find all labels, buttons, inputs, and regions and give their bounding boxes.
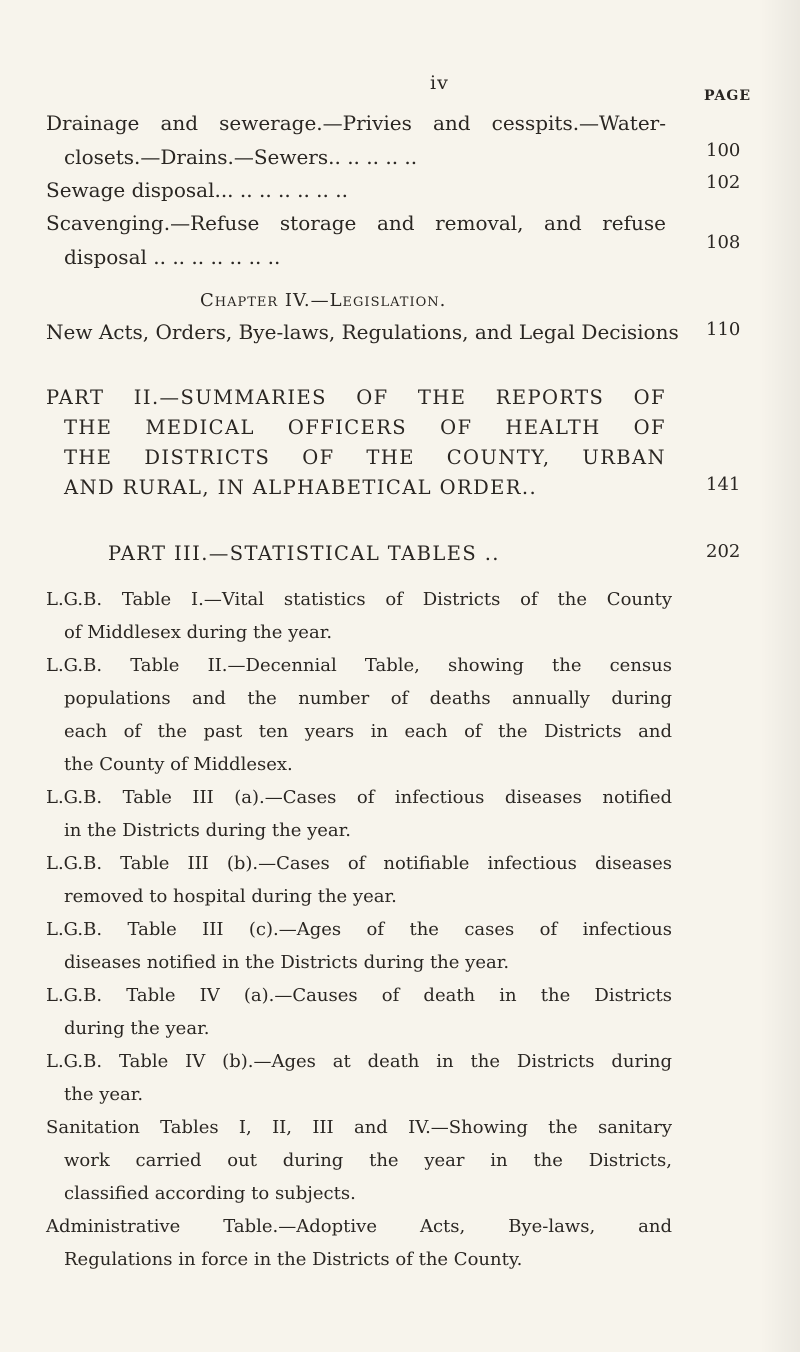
table-entry-2: L.G.B. Table II.—Decennial Table, showing the census populations and the number of deaths annually during each of the past ten years in each of the Districts and the County of Middlesex. (46, 655, 672, 775)
page-folio: iv (430, 72, 449, 94)
page-column-label: PAGE (704, 88, 751, 104)
table-entry-9: Administrative Table.—Adoptive Acts, Bye-laws, and Regulations in force in the Districts of the County. (46, 1216, 672, 1270)
chapter-heading: Chapter IV.—Legislation. (200, 290, 447, 311)
toc-page-part2: 141 (706, 474, 741, 495)
part2-line-2: THE MEDICAL OFFICERS OF HEALTH OF (64, 416, 666, 439)
part2-line-1: PART II.—SUMMARIES OF THE REPORTS OF (46, 386, 666, 409)
toc-page-legislation: 110 (706, 319, 741, 340)
part2-line-4: AND RURAL, IN ALPHABETICAL ORDER.. (64, 476, 538, 499)
table-entry-4: L.G.B. Table III (b).—Cases of notifiable infectious diseases removed to hospital during the year. (46, 853, 672, 907)
part2-line-3: THE DISTRICTS OF THE COUNTY, URBAN (64, 446, 666, 469)
toc-page-sewage: 102 (706, 172, 741, 193)
part3-heading: PART III.—STATISTICAL TABLES .. (108, 542, 500, 565)
toc-page-drainage: 100 (706, 140, 741, 161)
table-entry-6: L.G.B. Table IV (a).—Causes of death in the Districts during the year. (46, 985, 672, 1039)
table-entry-1: L.G.B. Table I.—Vital statistics of Districts of the County of Middlesex during the year. (46, 589, 672, 643)
toc-entry-scavenging-line-1: Scavenging.—Refuse storage and removal, and refuse (46, 211, 666, 235)
toc-entry-legislation: New Acts, Orders, Bye-laws, Regulations, and Legal Decisions (46, 320, 679, 344)
toc-page-part3: 202 (706, 541, 741, 562)
toc-page-scavenging: 108 (706, 232, 741, 253)
toc-entry-drainage-line-1: Drainage and sewerage.—Privies and cesspits.—Water- (46, 111, 666, 135)
table-entry-3: L.G.B. Table III (a).—Cases of infectious diseases notified in the Districts during the year. (46, 787, 672, 841)
table-entry-7: L.G.B. Table IV (b).—Ages at death in the Districts during the year. (46, 1051, 672, 1105)
page-edge-shadow (760, 0, 800, 1352)
toc-entry-sewage: Sewage disposal... .. .. .. .. .. .. (46, 178, 348, 202)
table-entry-8: Sanitation Tables I, II, III and IV.—Showing the sanitary work carried out during the year in the Districts, classified according to subjects. (46, 1117, 672, 1204)
toc-entry-scavenging-line-2: disposal .. .. .. .. .. .. .. (64, 245, 281, 269)
toc-entry-drainage-line-2: closets.—Drains.—Sewers.. .. .. .. .. (64, 145, 418, 169)
table-entry-5: L.G.B. Table III (c).—Ages of the cases of infectious diseases notified in the Districts during the year. (46, 919, 672, 973)
